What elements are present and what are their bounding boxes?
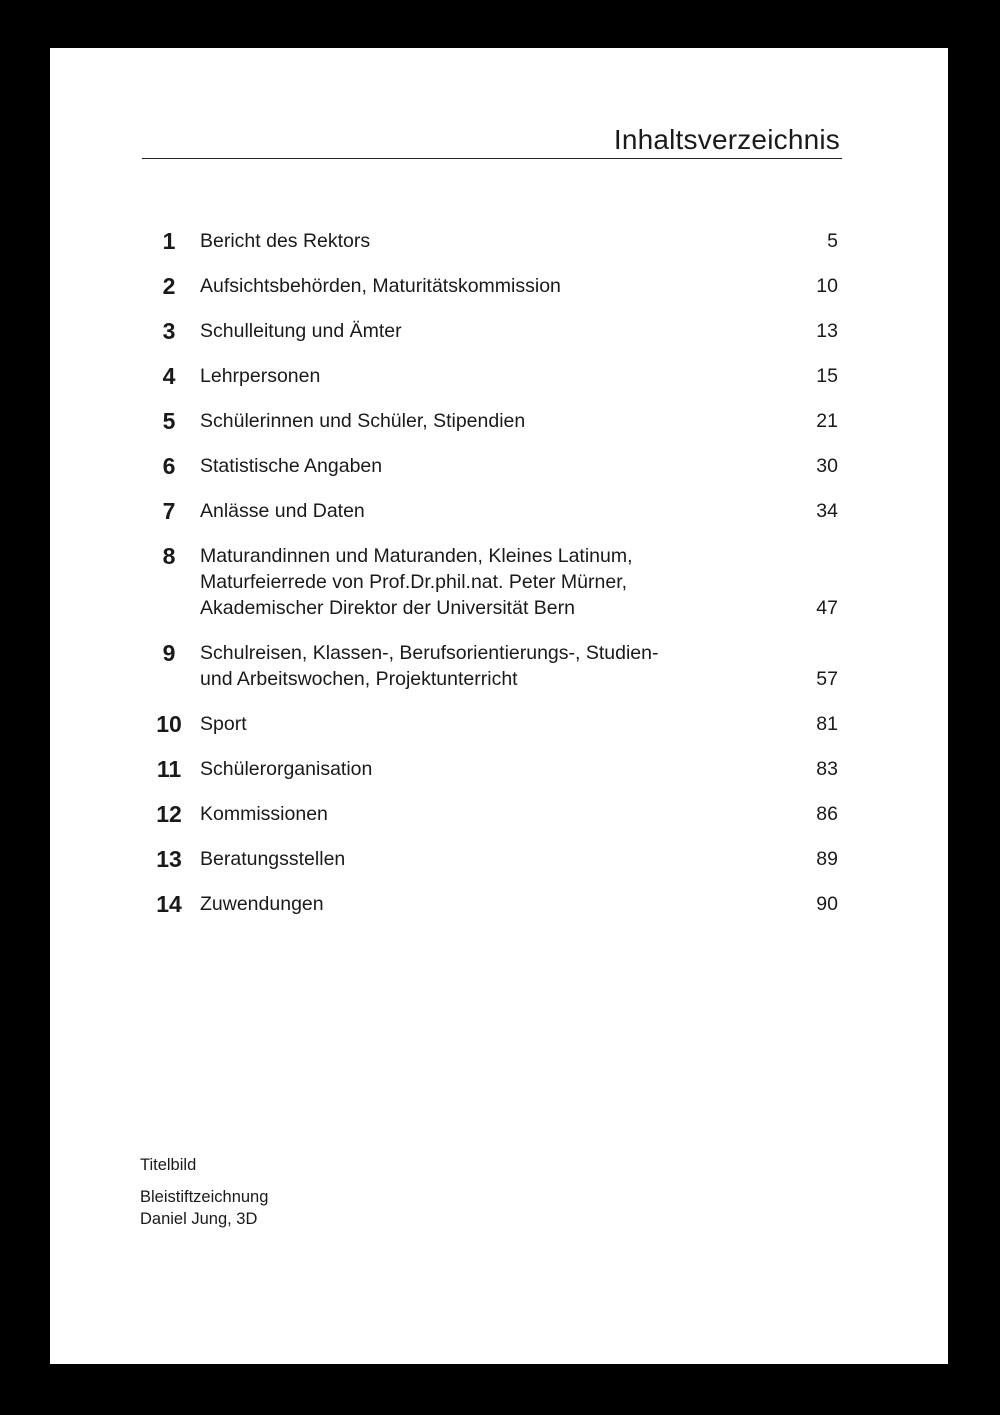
toc-entry-title [200,318,838,344]
toc-entry-title-line: Akademischer Direktor der Universität Bern [200,597,575,619]
toc-entry-title [200,228,838,254]
toc-entry-page-number: 21 [816,410,838,432]
toc-entry-title [200,273,838,299]
toc-entry [138,318,838,344]
toc-entry-title-line: Schulleitung und Ämter [200,320,402,342]
toc-entry-number: 1 [162,228,176,254]
toc-entry-page-number: 5 [827,230,838,252]
caption-artist: Daniel Jung, 3D [140,1210,258,1228]
toc-entry [138,756,838,782]
table-of-contents [138,228,838,936]
toc-entry [138,363,838,389]
toc-entry-page-number: 10 [816,275,838,297]
toc-entry [138,498,838,524]
toc-entry-number: 5 [162,408,176,434]
toc-entry-title-line: Schülerorganisation [200,758,373,780]
caption-label: Titelbild [140,1156,197,1174]
toc-entry-title [200,640,838,692]
toc-entry-title [200,498,838,524]
toc-entry-title-line: Maturandinnen und Maturanden, Kleines Latinum, [200,545,633,567]
toc-entry [138,543,838,621]
toc-entry-number: 4 [162,363,176,389]
toc-entry-page-number: 47 [816,597,838,619]
toc-entry-title [200,756,838,782]
toc-entry-number: 13 [156,846,182,872]
toc-entry-title [200,846,838,872]
toc-entry [138,846,838,872]
toc-entry [138,273,838,299]
toc-entry-title [200,408,838,434]
toc-entry-title-line: Bericht des Rektors [200,230,371,252]
toc-entry-title-line: Statistische Angaben [200,455,383,477]
toc-entry [138,711,838,737]
toc-entry-title-line: Schulreisen, Klassen-, Berufsorientierungs-, Studien- [200,642,659,664]
toc-entry [138,228,838,254]
toc-entry-page-number: 13 [816,320,838,342]
toc-entry-title-line: Beratungsstellen [200,848,346,870]
toc-entry-number: 14 [156,891,182,917]
toc-entry-number: 3 [162,318,176,344]
toc-entry [138,801,838,827]
toc-entry-page-number: 34 [816,500,838,522]
toc-entry-title [200,543,838,621]
toc-entry-number: 11 [156,756,182,782]
toc-entry-title [200,711,838,737]
toc-entry-page-number: 89 [816,848,838,870]
toc-entry-title-line: Zuwendungen [200,893,324,915]
toc-entry-title-line: Aufsichtsbehörden, Maturitätskommission [200,275,561,297]
toc-entry-page-number: 15 [816,365,838,387]
title-underline [142,158,842,159]
toc-entry-page-number: 30 [816,455,838,477]
toc-entry-number: 2 [162,273,176,299]
toc-entry-page-number: 57 [816,668,838,690]
toc-entry-number: 8 [162,543,176,569]
toc-entry-title [200,453,838,479]
toc-entry-page-number: 90 [816,893,838,915]
toc-entry-title-line: Maturfeierrede von Prof.Dr.phil.nat. Peter Mürner, [200,571,628,593]
toc-entry-title-line: Schülerinnen und Schüler, Stipendien [200,410,526,432]
toc-entry [138,891,838,917]
toc-entry-number: 10 [156,711,182,737]
toc-entry [138,408,838,434]
toc-entry-title-line: und Arbeitswochen, Projektunterricht [200,668,518,690]
caption-medium: Bleistiftzeichnung [140,1188,269,1206]
cover-caption [140,1154,268,1230]
toc-entry-number: 12 [156,801,182,827]
toc-entry-title [200,801,838,827]
document-page [50,48,948,1364]
toc-entry-page-number: 83 [816,758,838,780]
toc-entry-title [200,363,838,389]
page-title: Inhaltsverzeichnis [613,124,840,155]
toc-entry-number: 6 [162,453,176,479]
toc-entry-title-line: Lehrpersonen [200,365,321,387]
toc-entry-title-line: Kommissionen [200,803,328,825]
toc-entry [138,640,838,692]
toc-entry-title [200,891,838,917]
toc-entry-number: 7 [162,498,176,524]
toc-entry-number: 9 [162,640,176,666]
toc-entry-title-line: Anlässe und Daten [200,500,365,522]
toc-entry-page-number: 86 [816,803,838,825]
toc-entry [138,453,838,479]
toc-entry-page-number: 81 [816,713,838,735]
toc-entry-title-line: Sport [200,713,247,735]
